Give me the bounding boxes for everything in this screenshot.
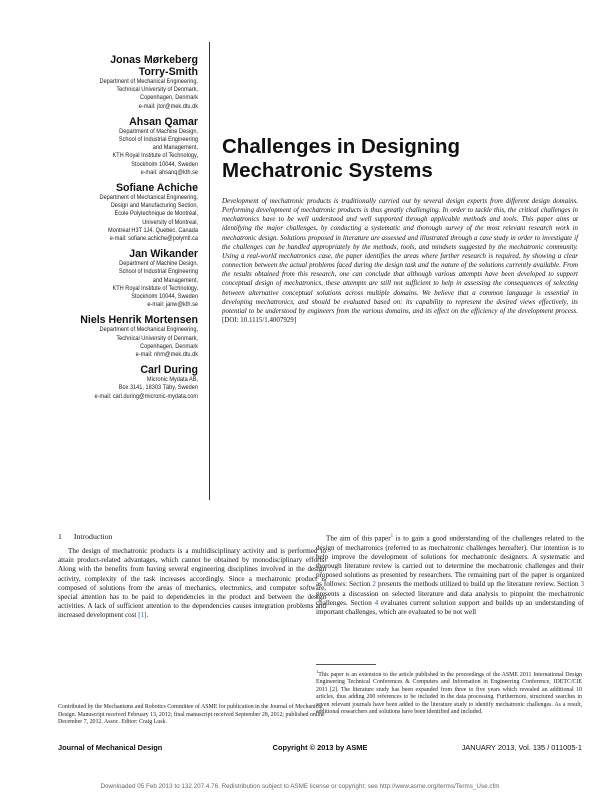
author-affiliation-line: Department of Machine Design,	[119, 260, 198, 268]
footer-volume: JANUARY 2013, Vol. 135 / 011005-1	[461, 743, 582, 752]
footnote	[316, 668, 582, 716]
author-name: Ahsan Qamar	[129, 115, 198, 128]
author-affiliation-line: École Polytechnique de Montréal,	[114, 210, 198, 218]
paper-title-line: Challenges in Designing	[222, 135, 461, 158]
author-email[interactable]: e-mail: nhm@mek.dtu.dk	[135, 351, 198, 359]
page-footer	[58, 743, 582, 755]
author-affiliation-line: Box 3141, 18303 Täby, Sweden	[118, 384, 198, 392]
intro-right-text: presents the methods utilized to build up the literature review. Section	[375, 580, 581, 589]
author-block	[14, 248, 198, 309]
author-email[interactable]: e-mail: carl.during@micronic-mydata.com	[94, 392, 198, 400]
section-link[interactable]: 3	[580, 580, 584, 589]
intro-left-text: The design of mechatronic products is a multidisciplinary activity and is performed to attain product-related advantages, which cannot be obtained by monodisciplinary efforts. Along with the benefits from having several engineering disciplines involved in the design activity, complexity of the task increases accordingly. Since a mechatronic product is composed of solutions from the areas of mechanics, electronics, and computer software, special attention has to be paid to dependencies in the product and between the design activities. A lack of sufficient attention to the dependencies causes integration problems and increased development cost	[58, 547, 326, 620]
left-column	[58, 532, 326, 621]
author-block	[14, 54, 198, 66]
abstract	[222, 197, 578, 325]
author-block	[14, 364, 198, 401]
author-name: Jan Wikander	[129, 248, 198, 261]
author-affiliation-line: Technical University of Denmark,	[116, 334, 198, 342]
section-link[interactable]: 4	[374, 598, 379, 607]
author-affiliation-line: Department of Mechanical Engineering,	[99, 78, 198, 85]
footnote-text: This paper is an extension to the article published in the proceedings of the ASME 2011 International Design Engineering Technical Conferences & Computers and Information in Engineering Conference, IDETC/CIE 2011 [2]. The literature study has been expanded from three to five years which revealed an additional 10 articles, thus adding 200 references to be included in the data processing. Furthermore, structured searches in seven relevant journals have been added to the literature study to identify mechatronic challenges. As a result, additional researchers and solutions have been identified and included.	[316, 671, 582, 715]
section-link[interactable]: 2	[372, 580, 376, 589]
author-affiliation-line: Technical University of Denmark,	[116, 86, 198, 94]
author-name: Sofiane Achiche	[115, 182, 198, 195]
author-block	[14, 182, 198, 243]
author-affiliation-line: Micronic Mydata AB,	[146, 376, 198, 384]
intro-right-text: The aim of this paper	[326, 534, 391, 543]
intro-paragraph-left: The design of mechatronic products is a multidisciplinary activity and is performed to attain product-related advantages, which cannot be obtained by monodisciplinary efforts. Along with the benefits from having several engineering disciplines involved in the design activity, complexity of the task increases accordingly. Since a mechatronic product is composed of solutions from the areas of mechanics, electronics, and computer software, special attention has to be paid to dependencies in the product and between the design activities. A lack of sufficient attention to the dependencies causes integration problems and increased development cost [1].	[58, 547, 326, 620]
author-affiliation-line: Department of Mechanical Engineering,	[99, 194, 198, 202]
author-affiliation-line: Department of Mechanical Engineering,	[99, 326, 198, 334]
author-affiliation-line: Copenhagen, Denmark	[140, 94, 198, 102]
author-email[interactable]: e-mail: sofiane.achiche@polymtl.ca	[109, 235, 198, 243]
author-name: Carl During	[140, 364, 198, 377]
author-affiliation-line: Design and Manufacturing Section,	[110, 202, 198, 210]
footer-journal: Journal of Mechanical Design	[58, 743, 163, 752]
author-email[interactable]: e-mail: jtor@mek.dtu.dk	[138, 102, 198, 110]
abstract-text: Development of mechatronic products is traditionally carried out by several design experts from different design domains. Performing development of mechatronic products is thus greatly challenging. In order to tackle this, the critical challenges in mechatronics have to be well understood and well supported through applicable methods and tools. This paper aims at identifying the major challenges, by conducting a systematic and thorough survey of the most relevant research work in mechatronic design. Solutions proposed in literature are assessed and illustrated through a case study in order to investigate if the challenges can be handled appropriately by the methods, tools, and mindsets suggested by the mechatronic community. Using a real-world mechatronics case, the paper identifies the areas where further research is required, by showing a clear connection between the actual problems faced during the design task and the nature of the solutions currently available. From the results obtained from this research, one can conclude that although various attempts have been developed to support conceptual design of mechatronics, these attempts are still not sufficient to help in assessing the consequences of selecting between alternative conceptual solutions across multiple domains. We believe that a common language is essential in developing mechatronics, and should be evaluated based on: its capability to represent the desired views effectively, its potential to be understood by engineers from the various domains, and its effect on the efficiency of the development process.	[222, 197, 578, 315]
author-affiliation-line: KTH Royal Institute of Technology,	[112, 284, 198, 292]
author-affiliation-line: Department of Machine Design,	[119, 127, 198, 135]
author-affiliation-line: School of Industrial Engineering	[118, 136, 198, 144]
author-email[interactable]: e-mail: janw@kth.se	[147, 301, 198, 309]
section-heading	[58, 532, 326, 542]
paper-title-line: Mechatronic Systems	[222, 159, 433, 182]
contributed-note: Contributed by the Mechanisms and Robotics Committee of ASME for publication in the Journal of Mechanical Design. Manuscript received February 13, 2012; final manuscript received September 28, 2012; published online December 7, 2012. Assoc. Editor: Craig Lusk.	[58, 704, 325, 726]
intro-right-text: evaluates current solution support and builds up an understanding of important challenges, which are evaluated to be not well	[316, 598, 585, 616]
abstract-doi[interactable]: [DOI: 10.1115/1.4007929]	[222, 316, 297, 325]
author-name: Jonas Mørkeberg	[110, 54, 198, 66]
footnote-number: 1	[316, 669, 319, 674]
intro-right-text: is to gain a good understanding of the challenges related to the design of mechatronics (referred to as mechatronic challenges hereafter). Our intention is to help improve the development of solutions for mechatronic designers. A systematic and thorough literature review is carried out to determine the mechatronic challenges and their proposed solutions as presented by researchers. The remaining part of the paper is organized as follows: Section	[316, 534, 584, 589]
author-block	[14, 314, 198, 359]
author-block	[14, 66, 198, 111]
author-email[interactable]: e-mail: ahsanq@kth.se	[140, 168, 198, 176]
paper-title	[222, 135, 582, 183]
section-title: Introduction	[73, 532, 113, 541]
author-affiliation-line: KTH Royal Institute of Technology,	[112, 152, 198, 160]
author-affiliation-line: School of Industrial Engineering	[118, 268, 198, 276]
author-name: Torry-Smith	[138, 66, 198, 78]
footnote-marker[interactable]: 1	[390, 534, 394, 539]
footer-copyright: Copyright © 2013 by ASME	[272, 743, 368, 752]
author-list	[14, 54, 198, 406]
author-affiliation-line: Stockholm 10044, Sweden	[131, 293, 198, 301]
section-number: 1	[58, 532, 62, 541]
right-column	[316, 532, 584, 617]
author-affiliation-line: Copenhagen, Denmark	[140, 342, 198, 350]
author-affiliation-line: Montreal H3T 1J4, Quebec, Canada	[108, 226, 198, 234]
author-affiliation-line: Stockholm 10044, Sweden	[131, 160, 198, 168]
author-block	[14, 116, 198, 177]
intro-paragraph-right	[316, 532, 584, 617]
vertical-divider	[209, 42, 210, 500]
intro-right-text: presents a discussion on selected literature and data analysis to pinpoint the mechatronic challenges. Section	[316, 589, 584, 607]
footnote-divider	[316, 664, 376, 665]
download-notice: Downloaded 05 Feb 2013 to 132.207.4.76. Redistribution subject to ASME license or copyright; see http://www.asme.org/terms/Terms_Use.cfm	[100, 783, 500, 790]
author-affiliation-line: and Management,	[152, 144, 198, 152]
author-affiliation-line: and Management,	[152, 276, 198, 284]
author-name: Niels Henrik Mortensen	[80, 314, 198, 327]
author-affiliation-line: University of Montreal,	[142, 218, 198, 226]
citation-link[interactable]: [1]	[138, 611, 147, 620]
